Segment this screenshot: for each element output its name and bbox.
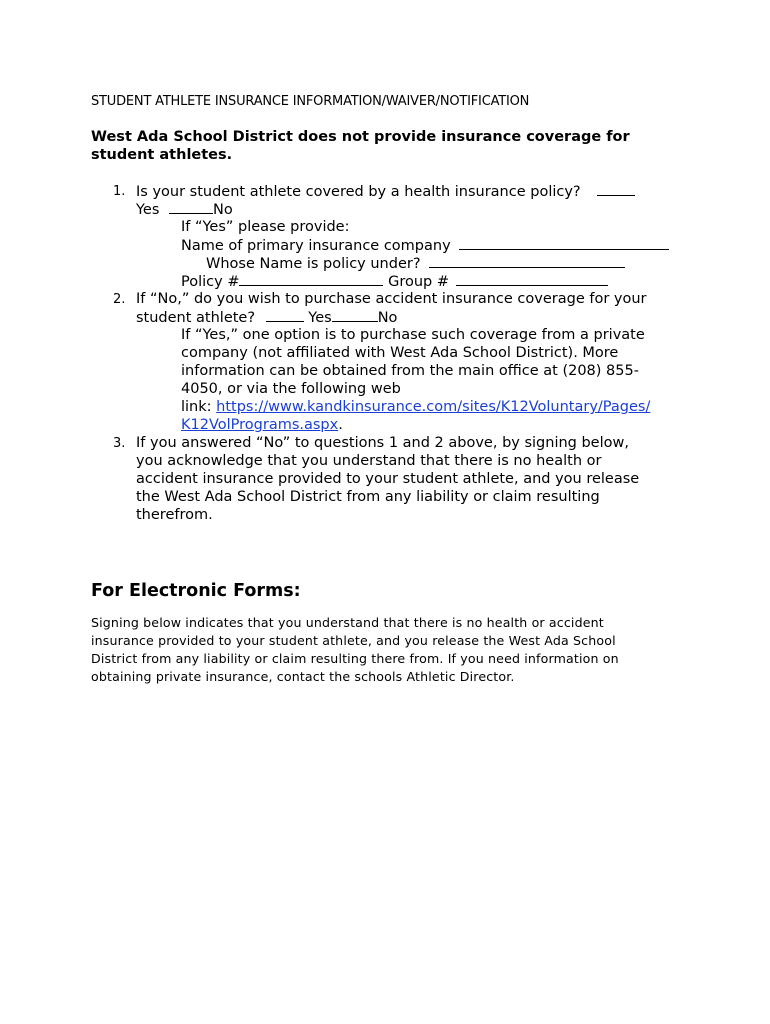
insurance-company-field[interactable] (459, 236, 669, 250)
question-2-yes-label: Yes (308, 310, 332, 326)
insurance-link-prefix: link: (181, 399, 217, 415)
question-1-text: Is your student athlete covered by a health insurance policy? (136, 184, 581, 200)
question-2-no-label: No (377, 310, 398, 326)
electronic-forms-line-4: obtaining private insurance, contact the schools Athletic Director. (91, 669, 515, 684)
policy-number-field[interactable] (239, 272, 383, 286)
electronic-forms-body (91, 614, 691, 686)
question-1-yes-label: Yes (136, 202, 160, 218)
question-1-if-yes: If “Yes” please provide: (181, 219, 350, 235)
electronic-forms-heading: For Electronic Forms: (91, 581, 301, 601)
question-3-number: 3. (113, 436, 126, 451)
policy-number-label: Policy # (181, 274, 240, 290)
form-title: STUDENT ATHLETE INSURANCE INFORMATION/WAIVER/NOTIFICATION (91, 94, 530, 109)
question-3-line-4: the West Ada School District from any liability or claim resulting (136, 489, 600, 505)
insurance-link-part-1[interactable]: https://www.kandkinsurance.com/sites/K12Voluntary/Pages/ (216, 399, 651, 415)
question-2-details-line-4: 4050, or via the following web (181, 381, 401, 397)
question-2-details-line-2: company (not affiliated with West Ada School District). More (181, 345, 619, 361)
insurance-link-suffix: . (338, 417, 343, 433)
electronic-forms-line-2: insurance provided to your student athlete, and you release the West Ada School (91, 633, 616, 648)
question-2-details-line-1: If “Yes,” one option is to purchase such coverage from a private (181, 327, 645, 343)
district-notice-line-1: West Ada School District does not provide insurance coverage for (91, 129, 630, 145)
question-1-number: 1. (113, 184, 126, 199)
question-1-yes-blank[interactable] (597, 182, 635, 196)
electronic-forms-line-3: District from any liability or claim resulting there from. If you need information on (91, 651, 619, 666)
insurance-link-part-2[interactable]: K12VolPrograms.aspx (181, 417, 339, 433)
question-1-no-blank[interactable] (169, 200, 213, 214)
electronic-forms-line-1: Signing below indicates that you understand that there is no health or accident (91, 615, 604, 630)
group-number-field[interactable] (456, 272, 608, 286)
question-3-line-5: therefrom. (136, 507, 213, 523)
question-3-line-2: you acknowledge that you understand that there is no health or (136, 453, 602, 469)
question-1-no-label: No (213, 202, 233, 218)
district-notice (91, 128, 681, 164)
question-2-yes-blank[interactable] (266, 308, 304, 322)
question-3-line-3: accident insurance provided to your student athlete, and you release (136, 471, 640, 487)
policy-holder-label: Whose Name is policy under? (206, 256, 421, 272)
question-2-text-line-2: student athlete? (136, 310, 256, 326)
insurance-company-label: Name of primary insurance company (181, 238, 451, 254)
policy-holder-field[interactable] (429, 254, 625, 268)
question-2-text-line-1: If “No,” do you wish to purchase accident insurance coverage for your (136, 291, 647, 307)
question-2-no-blank[interactable] (332, 308, 378, 322)
district-notice-line-2: student athletes. (91, 147, 233, 163)
question-3-line-1: If you answered “No” to questions 1 and 2 above, by signing below, (136, 435, 629, 451)
group-number-label: Group # (388, 274, 449, 290)
question-2-number: 2. (113, 292, 126, 307)
question-2-details-line-3: information can be obtained from the main office at (208) 855- (181, 363, 639, 379)
